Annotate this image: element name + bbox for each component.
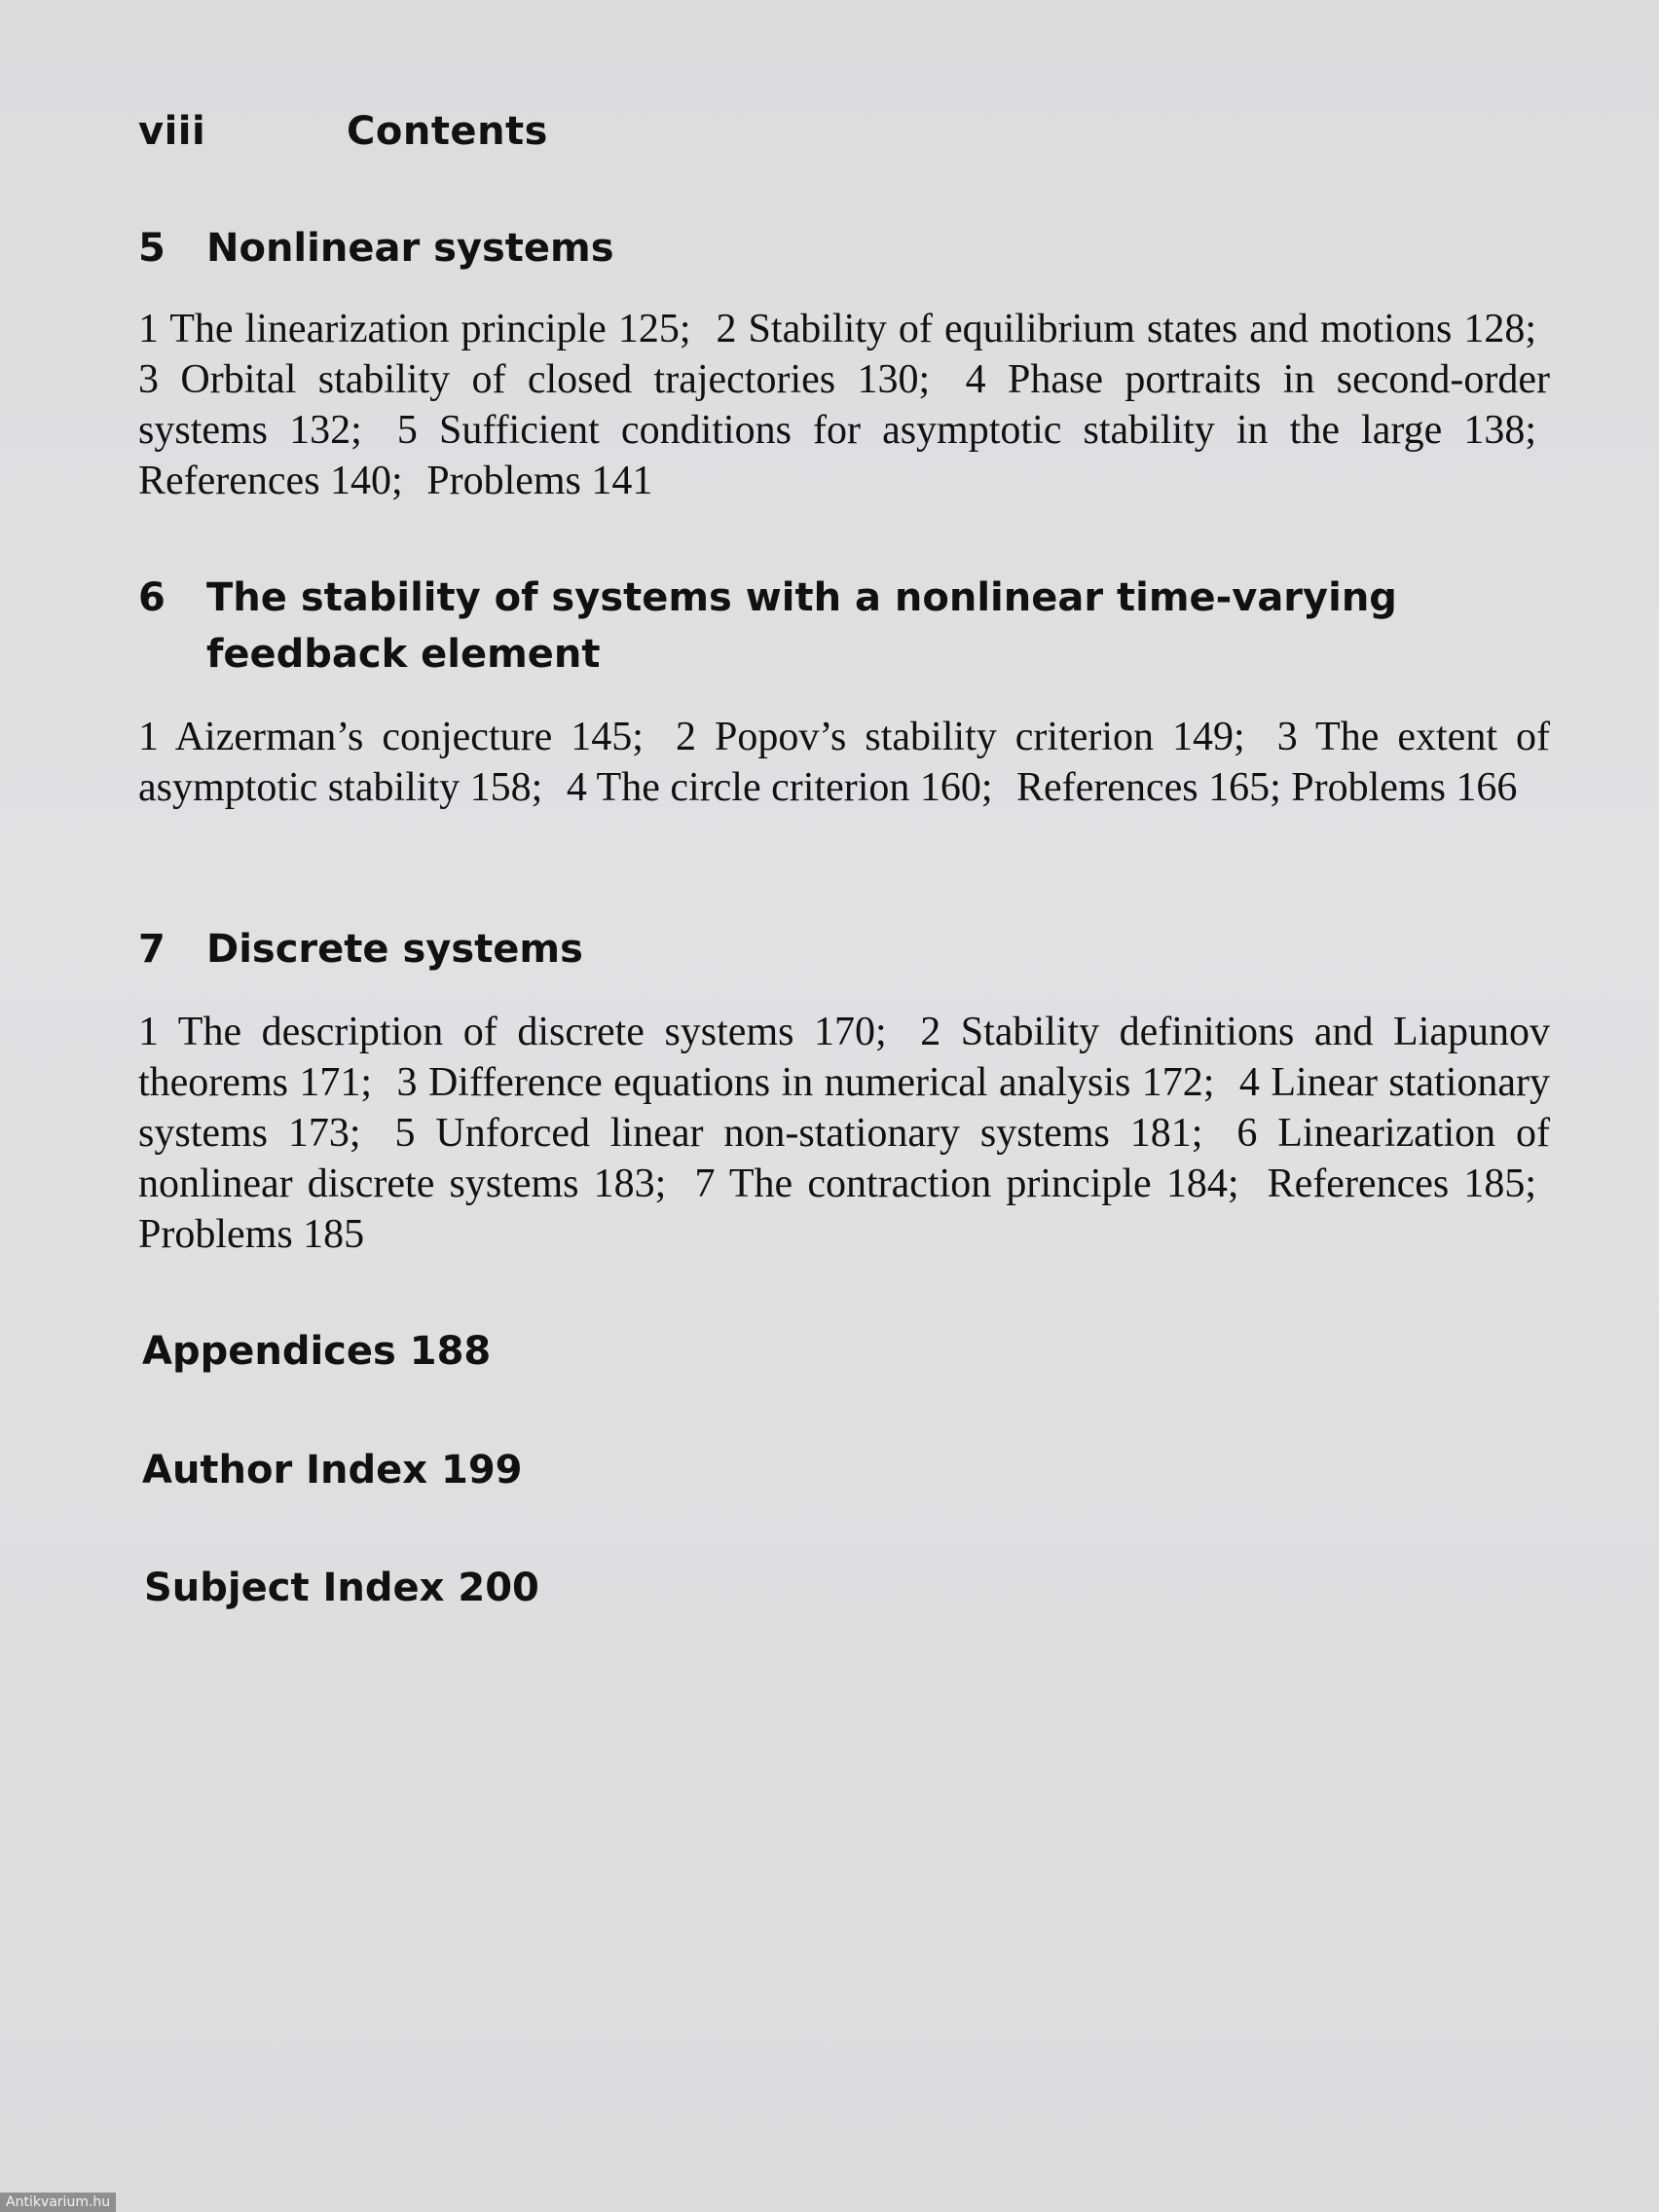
chapter-number: 6	[138, 575, 166, 620]
section-entry: 2 Stability definitions and Liapunov theorems 171;	[138, 1010, 1551, 1105]
section-entry: Problems 141	[426, 459, 653, 503]
watermark: Antikvarium.hu	[0, 2193, 116, 2212]
running-head	[138, 109, 548, 154]
chapter-sections	[138, 712, 1550, 813]
chapter-heading	[138, 220, 1550, 276]
section-entry: References 140;	[138, 459, 403, 503]
chapter-heading	[138, 570, 1550, 682]
chapter-heading	[138, 921, 1550, 977]
section-entry: Problems 166	[1291, 765, 1518, 810]
section-entry: References 165;	[1016, 765, 1281, 810]
chapter-sections	[138, 304, 1550, 506]
chapter-7	[138, 921, 1550, 1260]
section-entry: 3 The extent of asymptotic stability 158;	[138, 715, 1551, 810]
section-entry: 5 Sufficient conditions for asymptotic stability in the large 138;	[396, 408, 1536, 453]
section-entry: 2 Popov’s stability criterion 149;	[675, 715, 1245, 759]
section-entry: 4 Linear stationary systems 173;	[138, 1060, 1551, 1156]
chapter-number: 5	[138, 226, 166, 271]
running-head-title: Contents	[347, 109, 548, 154]
chapter-title: Discrete systems	[206, 927, 583, 972]
section-entry: 1 Aizerman’s conjecture 145;	[138, 715, 644, 759]
section-entry: 5 Unforced linear non-stationary systems 181;	[394, 1111, 1203, 1156]
section-entry: 3 Difference equations in numerical analysis 172;	[396, 1060, 1215, 1105]
section-entry: 4 Phase portraits in second-order systems 132;	[138, 357, 1551, 453]
section-entry: 7 The contraction principle 184;	[694, 1161, 1239, 1206]
page-number: viii	[138, 109, 206, 154]
chapter-6	[138, 570, 1550, 813]
subject-index-entry: Subject Index 200	[144, 1566, 539, 1610]
appendices-entry: Appendices 188	[142, 1329, 492, 1374]
chapter-5	[138, 220, 1550, 506]
chapter-title: Nonlinear systems	[206, 226, 614, 271]
section-entry: 4 The circle criterion 160;	[566, 765, 993, 810]
section-entry: 1 The description of discrete systems 170;	[138, 1010, 887, 1054]
section-entry: References 185;	[1267, 1161, 1537, 1206]
section-entry: 1 The linearization principle 125;	[138, 307, 691, 351]
section-entry: 2 Stability of equilibrium states and motions 128;	[716, 307, 1536, 351]
section-entry: Problems 185	[138, 1212, 365, 1257]
author-index-entry: Author Index 199	[142, 1448, 523, 1493]
section-entry: 6 Linearization of nonlinear discrete systems 183;	[138, 1111, 1551, 1206]
chapter-sections	[138, 1007, 1550, 1260]
chapter-number: 7	[138, 927, 166, 972]
chapter-title: The stability of systems with a nonlinear time-varying feedback element	[206, 575, 1397, 677]
section-entry: 3 Orbital stability of closed trajectories 130;	[138, 357, 931, 402]
